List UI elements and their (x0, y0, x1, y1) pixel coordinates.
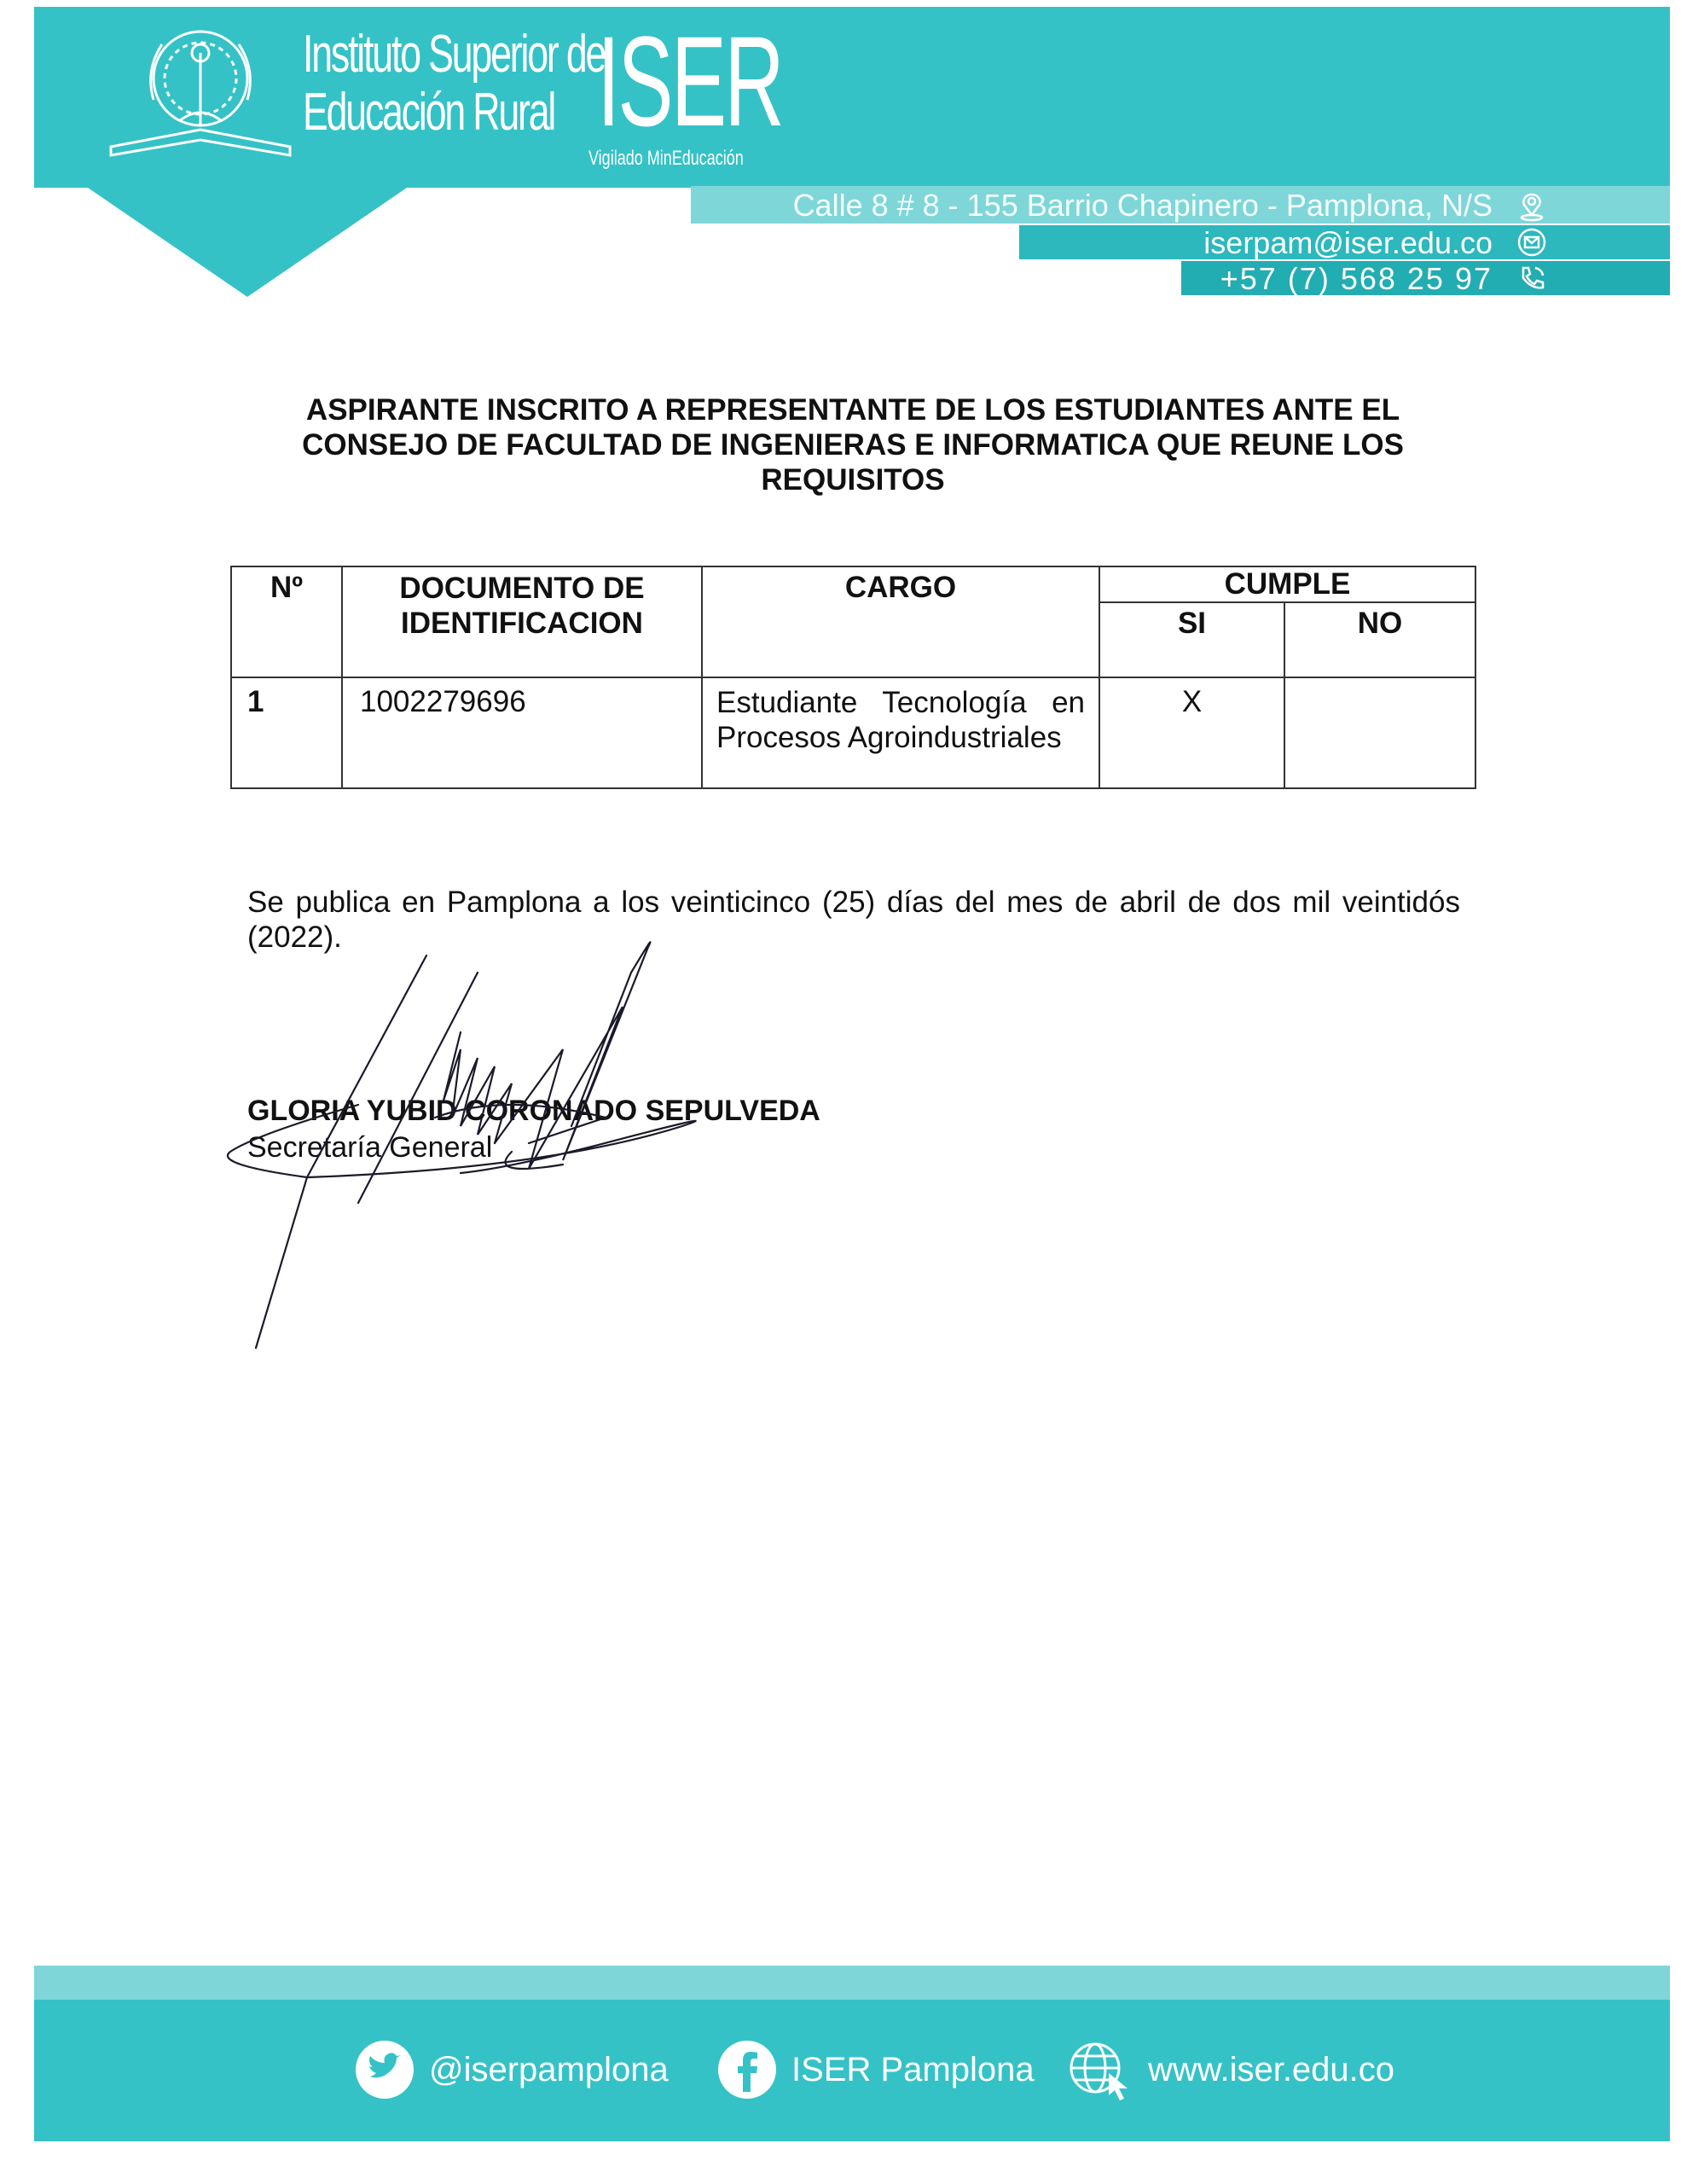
header-document (342, 566, 702, 677)
header-document-line2: IDENTIFICACION (401, 607, 643, 640)
institution-name-line1: Instituto Superior de (303, 25, 606, 84)
footer-website[interactable] (1066, 2036, 1394, 2104)
website-url: www.iser.edu.co (1148, 2050, 1395, 2088)
table-header-row (231, 566, 1475, 602)
document-title (256, 392, 1450, 497)
facebook-page: ISER Pamplona (791, 2050, 1035, 2088)
footer-facebook[interactable] (716, 2036, 1035, 2104)
publication-statement: Se publica en Pamplona a los veinticinco (25) días del mes de abril de dos mil veintidós (2022). (247, 886, 1460, 954)
vigilado-label: Vigilado MinEducación (588, 147, 744, 170)
title-line: CONSEJO DE FACULTAD DE INGENIERAS E INFORMATICA QUE REUNE LOS (302, 428, 1404, 462)
title-line: ASPIRANTE INSCRITO A REPRESENTANTE DE LOS ESTUDIANTES ANTE EL (305, 393, 1400, 427)
cell-no (1284, 677, 1475, 788)
cell-si: X (1099, 677, 1284, 788)
signatory-role: Secretaría General (247, 1131, 493, 1164)
cell-number: 1 (231, 677, 342, 788)
footer-twitter[interactable] (354, 2036, 669, 2104)
twitter-icon (354, 2039, 415, 2100)
location-icon (1516, 191, 1547, 222)
header-no: NO (1284, 602, 1475, 677)
cell-document: 1002279696 (342, 677, 702, 788)
title-line: REQUISITOS (761, 463, 945, 497)
signatory-name: GLORIA YUBID CORONADO SEPULVEDA (247, 1095, 820, 1127)
handwritten-signature (205, 921, 819, 1365)
header-document-line1: DOCUMENTO DE (399, 572, 645, 605)
header-cargo: CARGO (702, 566, 1099, 677)
candidates-table (230, 566, 1476, 789)
header-cumple: CUMPLE (1099, 566, 1475, 602)
footer-top-band (34, 1966, 1670, 2000)
iser-logo (94, 19, 307, 164)
institution-name-line2: Educación Rural (303, 83, 555, 142)
twitter-handle: @iserpamplona (429, 2050, 669, 2088)
header-si: SI (1099, 602, 1284, 677)
institution-acronym: ISER (597, 9, 783, 153)
address-text: Calle 8 # 8 - 155 Barrio Chapinero - Pamplona, N/S (792, 188, 1493, 223)
phone-text: +57 (7) 568 25 97 (1220, 261, 1493, 296)
email-link[interactable]: iserpam@iser.edu.co (1203, 225, 1493, 260)
table-row (231, 677, 1475, 788)
header-chevron (85, 186, 409, 297)
facebook-icon (716, 2039, 778, 2100)
phone-icon (1516, 263, 1547, 293)
cell-cargo: Estudiante Tecnología en Procesos Agroindustriales (702, 677, 1099, 788)
mail-icon (1516, 227, 1547, 258)
globe-icon (1066, 2039, 1134, 2100)
header-number: Nº (231, 566, 342, 677)
